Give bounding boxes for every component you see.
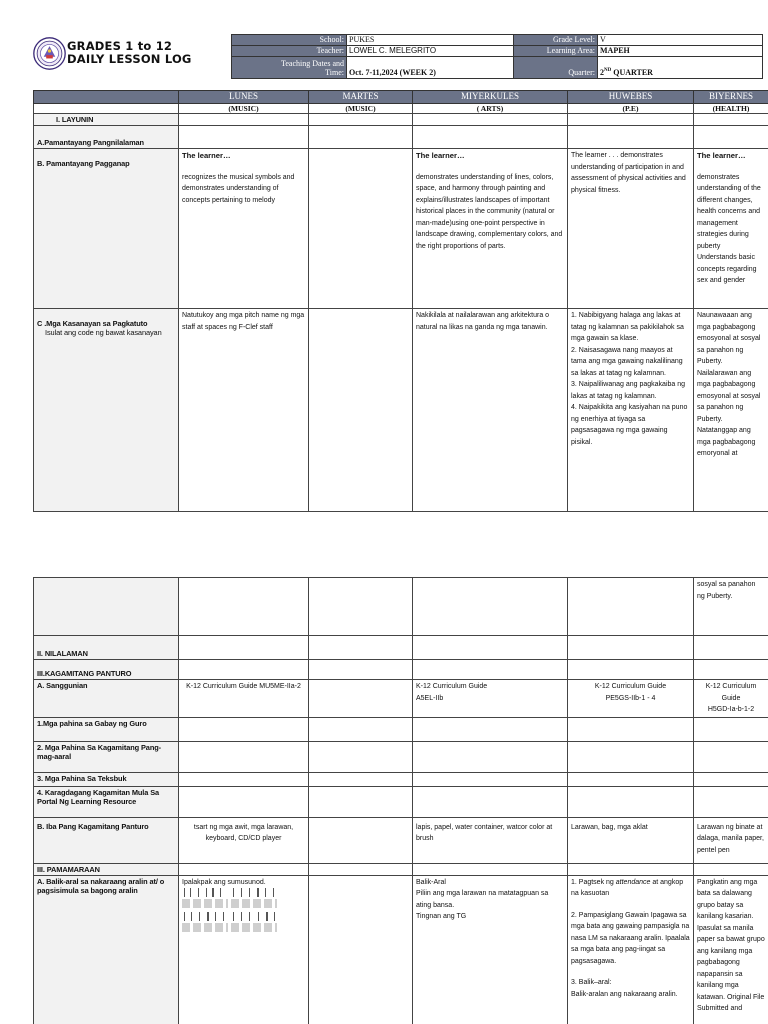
day-header-row [34,91,768,104]
kasanayan-subtitle: Isulat ang code ng bawat kasanayan [45,328,162,337]
sanggunian-biyernes [694,680,768,718]
sanggunian-miyerkules-1: K-12 Curriculum Guide [416,683,488,690]
day-header-blank [34,91,179,104]
table-cell [179,717,309,741]
row-label-nilalaman: II. NILALAMAN [34,636,179,660]
teaching-dates-label-line1: Teaching Dates and [281,59,344,68]
text-segment-italic: attendance [615,878,651,886]
balik-aral-huwebes-3-text: Balik-aralan ang nakaraang aralin. [571,990,678,998]
kasanayan-biyernes-item-3: Natatanggap ang mga pagbabagong emoryonal at [697,427,756,457]
table-cell [309,717,413,741]
lesson-log-table-page1 [33,90,768,512]
table-cell [309,578,413,636]
school-label: School: [232,35,347,46]
sanggunian-miyerkules [413,680,568,718]
kasanayan-lunes-text: Natutukoy ang mga pitch name ng mga staff at spaces ng F-Clef staff [182,312,305,331]
day-martes: MARTES [309,91,413,104]
row-label-karagdagang: 4. Karagdagang Kagamitan Mula Sa Portal Ng Learning Resource [34,786,179,817]
grade-level-value: V [598,35,763,46]
deped-seal-icon [33,37,66,70]
table-row [34,578,768,636]
table-cell [413,114,568,126]
table-cell [694,636,768,660]
pagganap-martes [309,149,413,309]
balik-aral-miyerkules-1: Balik-Aral [416,878,446,886]
subject-lunes: (MUSIC) [179,104,309,114]
table-cell [568,717,694,741]
table-row [34,717,768,741]
sanggunian-huwebes-2: PE5GS-IIb-1 - 4 [605,694,656,702]
kasanayan-huwebes-item-1: 1. Nabibigyang halaga ang lakas at tatag ng kalamnan sa pakikilahok sa mga gawain sa klase. [571,312,684,342]
teaching-dates-label [232,57,347,79]
table-cell [694,114,768,126]
table-cell [694,126,768,149]
kasanayan-biyernes-continued: sosyal sa panahon ng Puberty. [697,581,756,600]
kasanayan-title: C .Mga Kasanayan sa Pagkatuto [37,319,148,328]
table-cell [694,717,768,741]
balik-aral-huwebes-1 [571,877,690,900]
day-miyerkules: MIYERKULES [413,91,568,104]
table-row [34,875,768,1024]
table-cell [568,863,694,875]
balik-aral-huwebes-2: 2. Pampasiglang Gawain Ipagawa sa mga bata ang gawaing pampasigla na nasa LM sa nakaraang aralin. Ipaalala sa mga bata ang pag-iingat sa pagsasagawa. [571,911,690,965]
table-row [34,309,768,512]
teaching-dates-value: Oct. 7-11,2024 (WEEK 2) [347,57,514,79]
table-cell [413,772,568,786]
balik-aral-lunes-text: Ipalakpak ang sumusunod. [182,878,266,886]
iba-pang-miyerkules: lapis, papel, water container, watcor color at brush [413,817,568,863]
row-label-balik-aral: A. Balik-aral sa nakaraang aralin at/ o pagsisimula sa bagong aralin [34,875,179,1024]
music-staff-icon [182,888,228,908]
balik-aral-huwebes-3-title: 3. Balik–aral: [571,979,612,986]
balik-aral-lunes [179,875,309,1024]
table-cell [179,578,309,636]
table-cell [568,660,694,680]
kasanayan-biyernes [694,309,768,512]
table-row [34,114,768,126]
music-staff-icon [231,912,277,932]
music-staff-icon [182,888,305,912]
table-row [34,817,768,863]
kasanayan-miyerkules [413,309,568,512]
sanggunian-biyernes-1: K-12 Curriculum Guide [705,683,757,702]
table-cell [179,114,309,126]
subject-blank [34,104,179,114]
table-row [34,772,768,786]
balik-aral-biyernes-text: Pangkatin ang mga bata sa dalawang grupo batay sa kanilang kasarian. Ipasulat sa manila paper sa bawat grupo ang kanilang mga pagbabagong napapansin sa kanilang mga katawan. Original File Submitted and [697,878,765,1012]
iba-pang-lunes: tsart ng mga awit, mga larawan, keyboard, CD/CD player [179,817,309,863]
pagganap-huwebes [568,149,694,309]
pagganap-lunes [179,149,309,309]
table-cell [179,772,309,786]
row-label-sanggunian: A. Sanggunian [34,680,179,718]
table-cell [568,772,694,786]
table-cell [179,786,309,817]
kasanayan-huwebes [568,309,694,512]
grade-level-label: Grade Level: [514,35,598,46]
row-label-kasanayan [34,309,179,512]
table-cell [309,875,413,1024]
pagganap-miyerkules [413,149,568,309]
table-cell [309,636,413,660]
learner-lead: The learner… [697,151,746,160]
table-cell [309,786,413,817]
table-cell [309,772,413,786]
quarter-number: 2 [600,68,604,77]
table-row [34,741,768,772]
table-cell [568,578,694,636]
table-cell [413,786,568,817]
table-cell [568,126,694,149]
table-cell [309,114,413,126]
table-cell [413,578,568,636]
subject-huwebes: (P.E) [568,104,694,114]
kasanayan-biyernes-cont [694,578,768,636]
row-label-kagamitang: III.KAGAMITANG PANTURO [34,660,179,680]
title-line-1: GRADES 1 to 12 [67,39,173,53]
table-cell [568,114,694,126]
day-lunes: LUNES [179,91,309,104]
row-label-pamantayang-pangnilalaman: A.Pamantayang Pangnilalaman [34,126,179,149]
table-cell [694,863,768,875]
kasanayan-miyerkules-text: Nakikilala at nailalarawan ang arkitektura o natural na likas na ganda ng mga tanawin. [416,312,550,331]
row-label-teksbuk: 3. Mga Pahina Sa Teksbuk [34,772,179,786]
music-staff-icon [182,912,305,936]
kasanayan-huwebes-item-4: 4. Naipakikita ang kasiyahan na puno ng enerhiya at tiyaga sa pagsasagawa ng mga gawaing pisikal. [571,404,688,446]
kasanayan-huwebes-item-3: 3. Naipaliliwanag ang pagkakaiba ng lakas at tatag ng kalamnan. [571,381,686,400]
document-title [67,40,192,66]
sanggunian-lunes: K-12 Curriculum Guide MU5ME-IIa-2 [179,680,309,718]
music-staff-icon [182,912,228,932]
row-label-iba-pang: B. Iba Pang Kagamitang Panturo [34,817,179,863]
balik-aral-miyerkules-3: Tingnan ang TG [416,913,467,920]
quarter-word: QUARTER [611,68,653,77]
kasanayan-martes [309,309,413,512]
table-cell [309,863,413,875]
balik-aral-miyerkules-2: Piliin ang mga larawan na matatagpuan sa ating bansa. [416,890,549,909]
balik-aral-miyerkules [413,875,568,1024]
pagganap-miyerkules-text: demonstrates understanding of lines, colors, space, and harmony through painting and explains/illustrates landscapes of important historical places in the community (natural or man-made)using one-point perspective in landscape drawing, complementary colors, and the right proportions of parts. [416,173,563,250]
day-biyernes: BIYERNES [694,91,768,104]
sanggunian-biyernes-2: H5GD-Ia-b-1-2 [707,706,755,713]
table-cell [309,660,413,680]
table-cell [413,717,568,741]
table-cell [694,772,768,786]
table-cell [413,863,568,875]
table-cell [413,126,568,149]
text-segment: 1. Pagtsek ng [571,878,616,886]
table-cell [309,680,413,718]
teacher-value: LOWEL C. MELEGRITO [347,46,514,57]
table-cell [309,126,413,149]
learning-area-value: MAPEH [598,46,763,57]
sanggunian-miyerkules-2: A5EL-IIb [416,694,444,702]
table-cell [179,126,309,149]
subject-martes: (MUSIC) [309,104,413,114]
kasanayan-biyernes-item-1: Naunawaaan ang mga pagbabagong emosyonal at sosyal sa panahon ng Puberty. [697,312,761,365]
subject-miyerkules: ( ARTS) [413,104,568,114]
iba-pang-biyernes: Larawan ng binate at dalaga, manila paper, pentel pen [694,817,768,863]
table-cell [694,660,768,680]
pagganap-biyernes [694,149,768,309]
sanggunian-huwebes [568,680,694,718]
kasanayan-biyernes-item-2: Nailalarawan ang mga pagbabagong emosyonal at sosyal sa panahon ng Puberty. [697,369,761,423]
day-huwebes: HUWEBES [568,91,694,104]
table-cell [413,741,568,772]
learner-lead: The learner… [416,151,465,160]
music-staff-icon [231,888,277,908]
table-row [34,863,768,875]
header-info-table [231,34,763,79]
table-cell [309,817,413,863]
table-cell [568,741,694,772]
table-cell [309,741,413,772]
row-label-pamamaraan: III. PAMAMARAAN [34,863,179,875]
subject-row [34,104,768,114]
table-cell [568,786,694,817]
table-cell [179,636,309,660]
kasanayan-lunes [179,309,309,512]
table-cell [413,660,568,680]
lesson-log-table-page2 [33,577,768,1024]
table-cell [179,741,309,772]
row-label-pamantayang-pagganap: B. Pamantayang Pagganap [34,149,179,309]
iba-pang-huwebes: Larawan, bag, mga aklat [568,817,694,863]
table-cell [179,660,309,680]
pagganap-biyernes-text-2: Understands basic concepts regarding sex and gender [697,254,757,284]
table-cell [179,863,309,875]
row-label-gabay: 1.Mga pahina sa Gabay ng Guro [34,717,179,741]
pagganap-biyernes-text-1: demonstrates understanding of the different changes, health concerns and management strategies during puberty [697,173,761,250]
table-row [34,680,768,718]
balik-aral-huwebes [568,875,694,1024]
quarter-suffix: ND [604,68,612,73]
table-cell [694,741,768,772]
quarter-value [598,57,763,79]
row-label-layunin: I. LAYUNIN [34,114,179,126]
table-cell [413,636,568,660]
teaching-dates-label-line2: Time: [325,68,344,77]
quarter-label: Quarter: [514,57,598,79]
sanggunian-huwebes-1: K-12 Curriculum Guide [594,683,667,690]
learning-area-label: Learning Area: [514,46,598,57]
row-label-kagamitang-mag-aaral: 2. Mga Pahina Sa Kagamitang Pang-mag-aaral [34,741,179,772]
pagganap-huwebes-text: The learner . . . demonstrates understanding of participation in and assessment of physical activities and physical fitness. [571,152,686,194]
teacher-label: Teacher: [232,46,347,57]
table-row [34,149,768,309]
text-segment: at angkop na kasuotan [571,878,684,897]
table-row [34,636,768,660]
table-row [34,660,768,680]
pagganap-lunes-text: recognizes the musical symbols and demonstrates understanding of concepts pertaining to melody [182,173,295,204]
learner-lead: The learner… [182,151,231,160]
school-value: PUKES [347,35,514,46]
subject-biyernes: (HEALTH) [694,104,768,114]
kasanayan-huwebes-item-2: 2. Naisasagawa nang maayos at tama ang mga gawaing nakalilinang sa lakas at tatag ng kalamnan. [571,346,683,377]
balik-aral-biyernes [694,875,768,1024]
table-cell [694,786,768,817]
table-cell [568,636,694,660]
table-row [34,126,768,149]
title-line-2: DAILY LESSON LOG [67,52,192,66]
table-cell [34,578,179,636]
table-row [34,786,768,817]
